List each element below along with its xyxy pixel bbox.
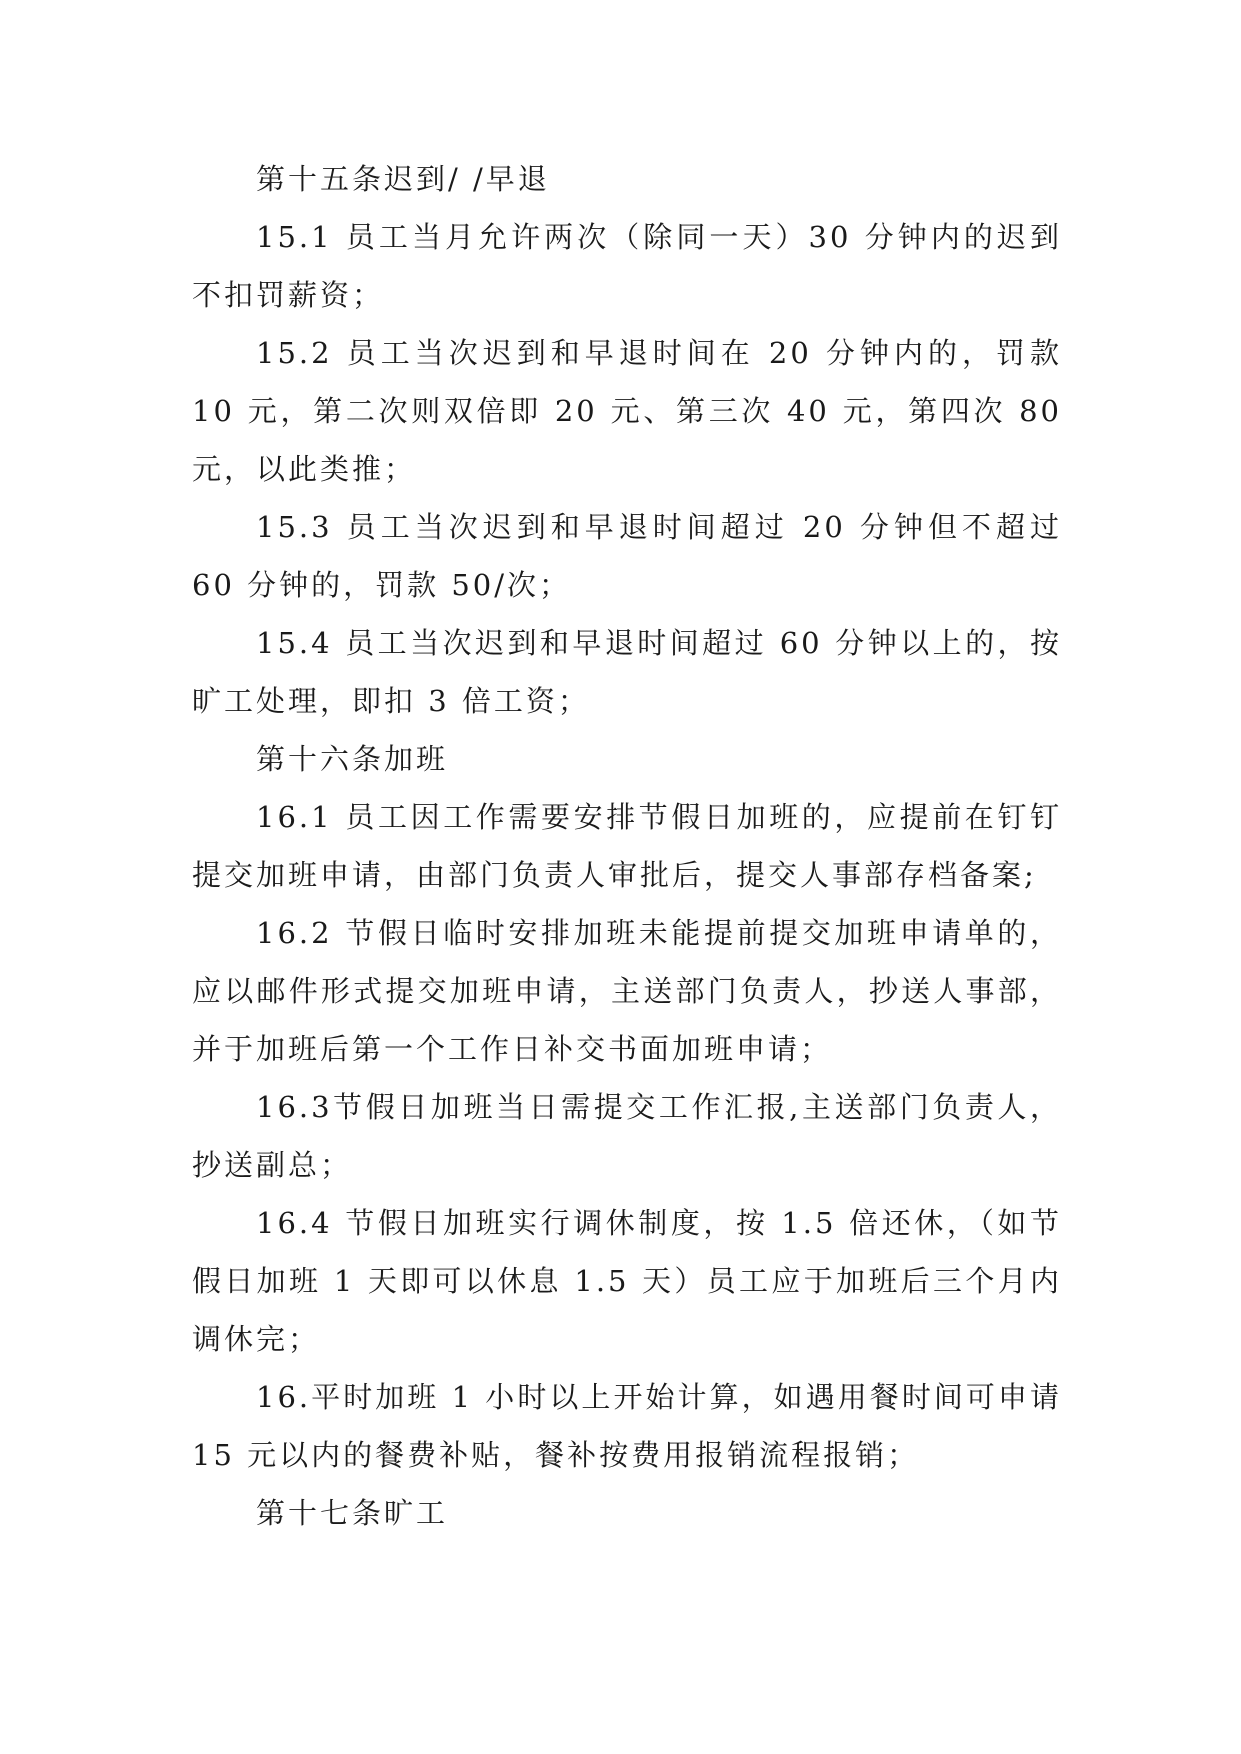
clause-16-4: 16.4 节假日加班实行调休制度，按 1.5 倍还休，（如节假日加班 1 天即可以休息 1.5 天）员工应于加班后三个月内调休完； [192,1206,1062,1356]
section-17-heading: 第十七条旷工 [256,1496,449,1530]
clause-15-2: 15.2 员工当次迟到和早退时间在 20 分钟内的，罚款 10 元，第二次则双倍即 20 元、第三次 40 元，第四次 80 元，以此类推； [192,336,1062,486]
clause-16-5: 16.平时加班 1 小时以上开始计算，如遇用餐时间可申请 15 元以内的餐费补贴，餐补按费用报销流程报销； [192,1380,1062,1472]
clause-16-3: 16.3节假日加班当日需提交工作汇报,主送部门负责人，抄送副总； [192,1090,1062,1182]
section-16-heading: 第十六条加班 [256,742,449,776]
document-body [192,150,1062,1542]
clause-16-2: 16.2 节假日临时安排加班未能提前提交加班申请单的，应以邮件形式提交加班申请，主送部门负责人，抄送人事部，并于加班后第一个工作日补交书面加班申请； [192,916,1062,1066]
section-15-heading: 第十五条迟到/ /早退 [256,162,550,196]
clause-16-1: 16.1 员工因工作需要安排节假日加班的，应提前在钉钉提交加班申请，由部门负责人审批后，提交人事部存档备案; [192,800,1062,892]
clause-15-3: 15.3 员工当次迟到和早退时间超过 20 分钟但不超过 60 分钟的，罚款 50/次； [192,510,1062,602]
clause-15-4: 15.4 员工当次迟到和早退时间超过 60 分钟以上的，按旷工处理，即扣 3 倍工资； [192,626,1062,718]
clause-15-1: 15.1 员工当月允许两次（除同一天）30 分钟内的迟到不扣罚薪资； [192,220,1062,312]
